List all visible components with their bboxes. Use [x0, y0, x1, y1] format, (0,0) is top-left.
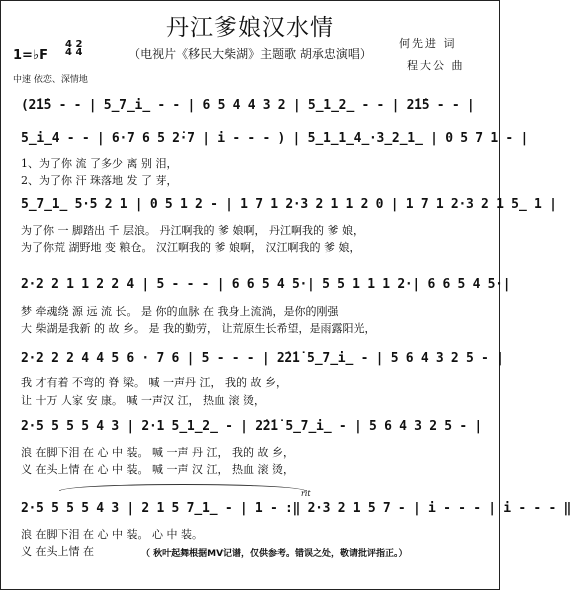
song-subtitle: （电视片《移民大柴湖》主题歌 胡承忠演唱）: [128, 47, 372, 61]
time-signature: [65, 41, 82, 57]
composer-credit: 程大公 曲: [407, 59, 465, 72]
lyric-line-5-verse-2: 让 十万 人家 安 康。 喊 一声汉 江， 热血 滚 烫，: [21, 394, 265, 407]
key-signature: 1=♭F: [13, 48, 48, 63]
lyric-line-3-verse-1: 为了你 一 脚踏出 千 层浪。 丹江啊我的 爹 娘啊， 丹江啊我的 爹 娘，: [21, 224, 364, 237]
time-signature-top: 4 2: [65, 39, 83, 50]
lyric-line-6-verse-2: 义 在头上情 在 心 中 装。 喊 一声 汉 江， 热血 滚 烫，: [21, 463, 294, 476]
lyric-line-3-verse-2: 为了你荒 湖野地 变 粮仓。 汉江啊我的 爹 娘啊， 汉江啊我的 爹 娘，: [21, 241, 361, 254]
music-line-4: 2·2 2 1 1 2 2 4 | 5 - - - | 6 6 5 4 5·| 5 5 1 1 1 2·| 6 6 5 4 5·|: [21, 277, 511, 292]
ending-bracket: [59, 484, 306, 491]
lyric-line-5-verse-1: 我 才有着 不弯的 脊 梁。 喊 一声丹 江， 我的 故 乡，: [21, 376, 287, 389]
music-line-6: 2·5 5 5 5 4 3 | 2·1 5̲1̲2̲ - | 2̇2̇1̇ 5̲7̲i̲ - | 5 6 4 3 2 5 - |: [21, 419, 482, 434]
lyric-line-4-verse-1: 梦 牵魂绕 源 远 流 长。 是 你的血脉 在 我身上流淌，是你的刚强: [21, 305, 339, 318]
lyric-line-6-verse-1: 浪 在脚下泪 在 心 中 装。 喊 一声 丹 江， 我的 故 乡，: [21, 446, 294, 459]
music-line-2: 5̲i̲4 - - | 6·7 6 5 2̇·7 | i - - - ) | 5̲1̲1̲4̲·3̲2̲1̲ | 0 5 7 1 - |: [21, 131, 528, 146]
lyric-line-2-verse-1: 1、为了你 流 了多少 离 别 泪，: [21, 157, 178, 170]
tempo-marking: 中速 依恋、深情地: [13, 75, 88, 85]
lyric-line-7-verse-1: 浪 在脚下泪 在 心 中 装。 心 中 装。: [21, 528, 203, 541]
rit-marking: rit: [301, 489, 311, 498]
transcription-footnote: （ 秋叶起舞根据MV记谱，仅供参考。错误之处，敬请批评指正。）: [141, 549, 408, 559]
song-title: 丹江爹娘汉水情: [166, 15, 334, 41]
music-line-7: 2·5 5 5 5 4 3 | 2 1 5 7̲1̲ - | 1 - :‖ 2·3 2 1 5 7 - | i - - - | i - - - ‖: [21, 501, 571, 516]
lyric-line-2-verse-2: 2、为了你 汗 珠落地 发 了 芽，: [21, 174, 178, 187]
music-line-3: 5̲7̲1̲ 5·5 2 1 | 0 5 1 2 - | 1 7 1 2·3 2 1 1 2 0 | 1 7 1 2·3 2 1 5̲ 1 |: [21, 197, 557, 212]
lyric-line-7-verse-2: 义 在头上情 在: [21, 545, 94, 558]
music-line-5: 2·2 2 2 4 4 5 6 · 7 6 | 5 - - - | 2̇2̇1̇ 5̲7̲i̲ - | 5 6 4 3 2 5 - |: [21, 351, 504, 366]
lyric-line-4-verse-2: 大 柴湖是我新 的 故 乡。 是 我的勤劳， 让荒原生长希望，是雨露阳光，: [21, 322, 376, 335]
music-line-1: (2̇1̇5 - - | 5̲7̲i̲ - - | 6 5 4 4 3 2 | 5̲1̲2̲ - - | 2̇1̇5 - - |: [21, 98, 475, 113]
lyricist-credit: 何先进 词: [399, 37, 457, 50]
time-signature-bottom: 4 4: [65, 47, 83, 58]
